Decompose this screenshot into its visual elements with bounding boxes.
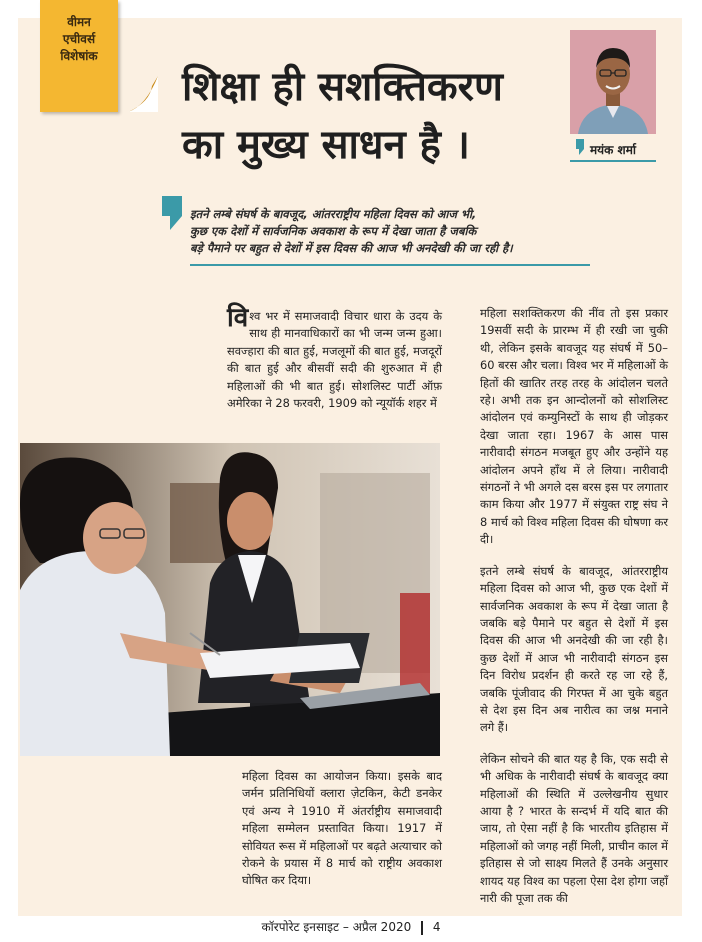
author-name: मयंक शर्मा: [590, 143, 636, 157]
article-title: [182, 58, 562, 174]
page-footer: [0, 918, 702, 935]
author-portrait: [570, 30, 656, 134]
author-underline: [570, 160, 656, 162]
pull-quote: [190, 206, 590, 257]
column-1-text: श्व भर में समाजवादी विचार धारा के उदय के साथ ही मानवाधिकारों का भी जन्म जन्म हुआ। सवज्हारा की बात हुई, मजलूमों की बात हुई, मजदूरों की बात हुई और बीसवीं सदी की शुरुआत में ही महिलाओं की भी बात हुई। सोशलिस्ट पार्टी ऑफ़ अमेरिका ने 28 फरवरी, 1909 को न्यूयॉर्क शहर में: [227, 309, 442, 411]
column-3-paragraph-2: इतने लम्बे संघर्ष के बावजूद, आंतरराष्ट्रीय महिला दिवस को आज भी, कुछ एक देशों में सार्वजनिक अवकाश के रूप में देखा जाता है जबकि बड़े पैमाने पर बहुत से देशों में इस दिवस की आज भी अनदेखी की जा रही है। कुछ देशों में आज भी नारीवादी संगठन इस दिन विरोध प्रदर्शन ही करते रह जा रहे हैं, जबकि पूंजीवाद की गिरफ्त में आ चुके बहुत से देश इस दिन अब नारीत्व का जश्न मनाने लगे हैं।: [480, 563, 668, 735]
badge-label: [40, 14, 118, 65]
page-number: 4: [432, 920, 441, 934]
quote-mark-icon: [162, 196, 182, 230]
badge-line-2: एचीवर्स: [62, 32, 96, 46]
column-3-paragraph-3: लेकिन सोचने की बात यह है कि, एक सदी से भी अधिक के नारीवादी संघर्ष के बावजूद क्या महिलाओं की स्थिति में उल्लेखनीय सुधार आया है ? भारत के सन्दर्भ में यदि बात की जाय, तो ऐसा नहीं है कि भारतीय इतिहास में महिलाओं को जगह नहीं मिली, प्राचीन काल में इतिहास से जो साक्ष्य मिलते हैं उनके अनुसार शायद यह विश्व का पहला ऐसा देश होगा जहाँ नारी की पूजा तक की: [480, 751, 668, 905]
article-column-1: [227, 303, 442, 412]
pull-quote-rule: [190, 264, 590, 266]
section-badge: [40, 0, 118, 112]
title-line-1: शिक्षा ही सशक्तिकरण: [182, 64, 503, 110]
article-photo: [20, 443, 440, 756]
badge-line-3: विशेषांक: [60, 49, 98, 63]
office-scene-illustration: [20, 443, 440, 756]
quote-mark-icon: [576, 139, 584, 155]
pull-quote-line-3: बड़े पैमाने पर बहुत से देशों में इस दिवस की आज भी अनदेखी की जा रही है।: [190, 241, 513, 255]
column-3-paragraph-1: महिला सशक्तिकरण की नींव तो इस प्रकार 19सवीं सदी के प्रारम्भ में ही रखी जा चुकी थी, लेकिन इसके बावजूद यह संघर्ष में 50–60 बरस और चला। विश्व भर में महिलाओं के हितों की खातिर तरह तरह के आंदोलन चलते रहे। अभी तक इन आन्दोलनों को सोशलिस्ट आंदोलन एवं कम्युनिस्टों के साथ ही जोड़कर देखा जाता रहा। 1967 के आस पास नारीवादी संगठन मजबूत हुए और उन्होंने यह आंदोलन अपने हाँथ में ले लिया। नारीवादी संगठनों ने भी अगले दस बरस इस पर लगातार काम किया और 1977 में संयुक्त राष्ट्र संघ ने 8 मार्च को विश्व महिला दिवस की घोषणा कर दी।: [480, 306, 668, 547]
column-2-text: महिला दिवस का आयोजन किया। इसके बाद जर्मन प्रतिनिधियों क्लारा ज़ेटकिन, केटी डनकेर एवं अन्य ने 1910 में अंतर्राष्ट्रीय समाजवादी महिला सम्मेलन प्रस्तावित किया। 1917 में सोवियत रूस में महिलाओं पर बढ़ते अत्याचार को रोकने के प्रयास में 8 मार्च को राष्ट्रीय अवकाश घोषित कर दिया।: [242, 769, 442, 888]
title-line-2: का मुख्य साधन है ।: [182, 122, 470, 168]
badge-line-1: वीमन: [67, 15, 91, 29]
page-curl-icon: [128, 76, 158, 112]
pull-quote-line-1: इतने लम्बे संघर्ष के बावजूद, आंतरराष्ट्रीय महिला दिवस को आज भी,: [190, 207, 477, 221]
drop-cap: वि: [227, 303, 249, 333]
footer-publication: कॉरपोरेट इनसाइट – अप्रैल 2020: [261, 920, 412, 934]
footer-divider: [421, 921, 423, 935]
pull-quote-line-2: कुछ एक देशों में सार्वजनिक अवकाश के रूप में देखा जाता है जबकि: [190, 224, 477, 238]
article-column-2: [242, 768, 442, 890]
author-photo: [570, 30, 656, 134]
article-column-3: [480, 305, 668, 921]
